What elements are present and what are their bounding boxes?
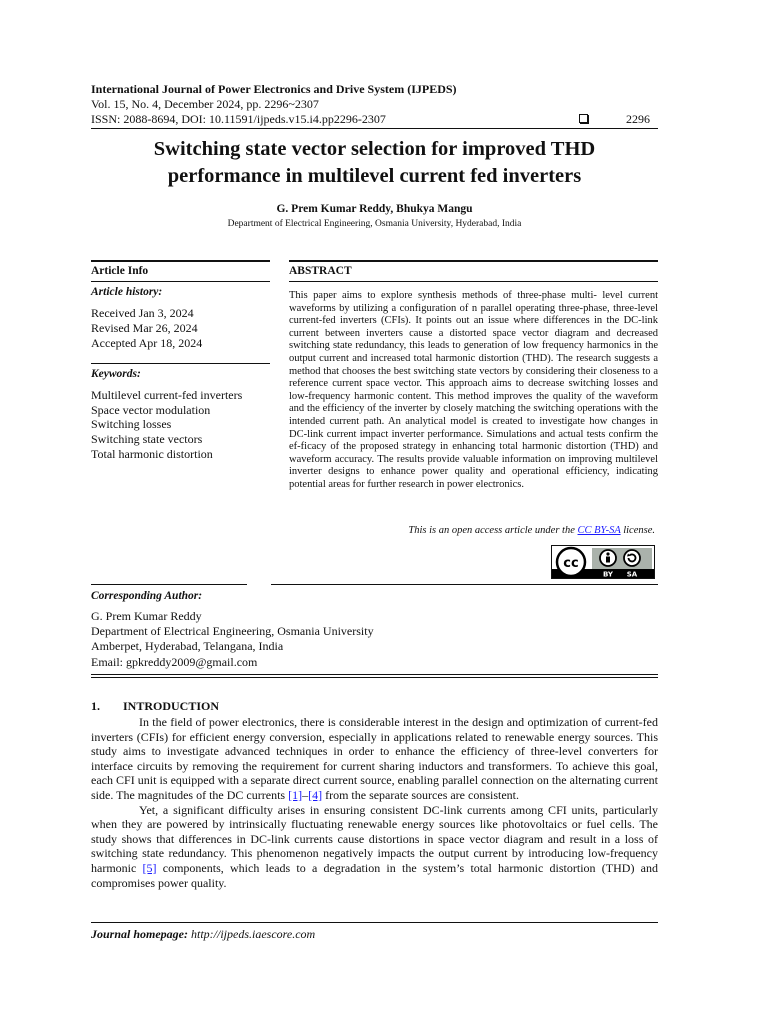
- author-name: G. Prem Kumar Reddy: [91, 609, 202, 623]
- corresponding-author-details: [91, 609, 374, 670]
- cc-badge-graphic: [552, 546, 654, 578]
- header-rule: [91, 128, 658, 129]
- author-address: Amberpet, Hyderabad, Telangana, India: [91, 639, 284, 654]
- journal-homepage: [91, 927, 315, 942]
- by-label: BY: [602, 570, 614, 578]
- oa-prefix: This is an open access article under the: [408, 525, 578, 536]
- keywords-heading: Keywords:: [91, 368, 141, 380]
- homepage-label: Journal homepage:: [91, 927, 189, 941]
- citation-dash: –: [302, 787, 309, 802]
- intro-p2-text-end: components, which leads to a degradation in the system’s total harmonic distortion (THD) and compromises power quality.: [91, 860, 658, 890]
- article-info-heading: Article Info: [91, 265, 149, 277]
- history-accepted: Accepted Apr 18, 2024: [91, 336, 203, 350]
- keyword-item: Switching state vectors: [91, 432, 203, 447]
- corresponding-author-heading: Corresponding Author:: [91, 590, 203, 602]
- authors: G. Prem Kumar Reddy, Bhukya Mangu: [276, 203, 473, 215]
- citation-link[interactable]: [4]: [308, 787, 323, 802]
- intro-p1-text-end: from the separate sources are consistent.: [322, 787, 519, 802]
- homepage-url[interactable]: http://ijpeds.iaescore.com: [188, 927, 316, 941]
- keyword-item: Switching losses: [91, 417, 172, 432]
- introduction-heading: [91, 699, 219, 714]
- section-top-rule-1: [91, 674, 658, 675]
- keyword-item: Total harmonic distortion: [91, 446, 213, 461]
- journal-name: International Journal of Power Electronics and Drive System (IJPEDS): [91, 82, 457, 96]
- abstract-top-rule: [289, 260, 658, 262]
- keyword-item: Multilevel current-fed inverters: [91, 388, 243, 402]
- author-department: Department of Electrical Engineering, Osmania University: [91, 624, 374, 639]
- oa-suffix: license.: [620, 525, 655, 536]
- keyword-item: Space vector modulation: [91, 402, 211, 417]
- square-box-icon: [579, 114, 588, 123]
- issn-doi-line: ISSN: 2088-8694, DOI: 10.11591/ijpeds.v15.i4.pp2296-2307: [91, 112, 386, 126]
- cc-by-sa-badge[interactable]: [551, 545, 655, 579]
- abstract-heading: ABSTRACT: [289, 265, 352, 277]
- abstract-bottom-rule: [271, 584, 658, 585]
- open-access-line: [289, 525, 655, 536]
- citation-link[interactable]: [5]: [142, 860, 157, 875]
- section-number: 1.: [91, 699, 100, 713]
- history-rule: [91, 363, 270, 364]
- corresponding-rule: [91, 584, 247, 585]
- info-heading-rule: [91, 281, 270, 282]
- article-history-heading: Article history:: [91, 286, 163, 298]
- keywords-list: [91, 388, 242, 462]
- history-received: Received Jan 3, 2024: [91, 306, 194, 320]
- citation-link[interactable]: [1]: [288, 787, 303, 802]
- title-line-2: performance in multilevel current fed inverters: [167, 165, 582, 187]
- paper-title: [91, 136, 658, 190]
- cc-by-sa-link[interactable]: CC BY-SA: [577, 525, 621, 536]
- info-top-rule: [91, 260, 270, 262]
- history-revised: Revised Mar 26, 2024: [91, 321, 198, 335]
- affiliation: Department of Electrical Engineering, Osmania University, Hyderabad, India: [227, 219, 522, 229]
- cc-text: cc: [563, 556, 579, 571]
- intro-paragraph-1: [91, 715, 658, 803]
- article-history-list: [91, 306, 202, 351]
- title-line-1: Switching state vector selection for improved THD: [153, 138, 596, 160]
- share-alike-icon: [624, 550, 640, 566]
- section-top-rule-2: [91, 677, 658, 678]
- intro-p1-text: In the field of power electronics, there is considerable interest in the design and optimization of current-fed inverters (CFIs) for efficient energy conversion, especially in applications related to renewable energy sources. This study aims to investigate advanced techniques in order to enhance the efficiency of three-level converters for interface circuits by removing the requirement for current sharing inductors and transformers. To achieve this goal, each CFI unit is equipped with a separate direct current source, enabling parallel connection on the alternating current side. The magnitudes of the DC currents: [91, 715, 658, 802]
- person-icon: [600, 550, 616, 566]
- page-number: 2296: [626, 112, 650, 126]
- volume-line: Vol. 15, No. 4, December 2024, pp. 2296~2307: [91, 97, 319, 111]
- introduction-body: [91, 715, 658, 890]
- abstract-heading-rule: [289, 281, 658, 282]
- sa-label: SA: [626, 570, 638, 578]
- author-email: Email: gpkreddy2009@gmail.com: [91, 654, 258, 669]
- abstract-body: This paper aims to explore synthesis methods of three-phase multi- level current waveforms by utilizing a configuration of n parallel operating three-phase, three-level current-fed inverters (CFIs). It points out an issue where differences in the DC-link current between inverters cause a distorted space vector diagram and decreased switching state redundancy, this leads to generation of low frequency harmonics in the output current and increased total harmonic distortion (THD). The research suggests a method that chooses the best switching state vectors by considering their closeness to a reference current space vector. This approach aims to decrease switching losses and low-frequency harmonic content. This method improves the quality of the waveform and the efficiency of the inverter by closely matching the switching operations with the intended current path. An analytical model is created to investigate how changes in DC-link current impact inverter performance. Simulations and actual tests confirm the ef-ficacy of the proposed strategy in enhancing total harmonic distortion (THD) and waveform accuracy. The results provide valuable information on improving multilevel inverter designs to enhance power quality and operational efficiency, indicating potential areas for further research in power electronics.: [289, 290, 658, 490]
- intro-p2-text: Yet, a significant difficulty arises in ensuring consistent DC-link currents among CFI units, particularly when they are powered by intrinsically fluctuating renewable energy sources like photovoltaics or fuel cells. The study shows that differences in DC-link currents cause distortions in space vector diagram and result in a loss of switching state redundancy. This phenomenon negatively impacts the output current by introducing low-frequency harmonic: [91, 802, 658, 875]
- footer-rule: [91, 922, 658, 923]
- intro-paragraph-2: [91, 803, 658, 891]
- section-title: INTRODUCTION: [123, 699, 220, 713]
